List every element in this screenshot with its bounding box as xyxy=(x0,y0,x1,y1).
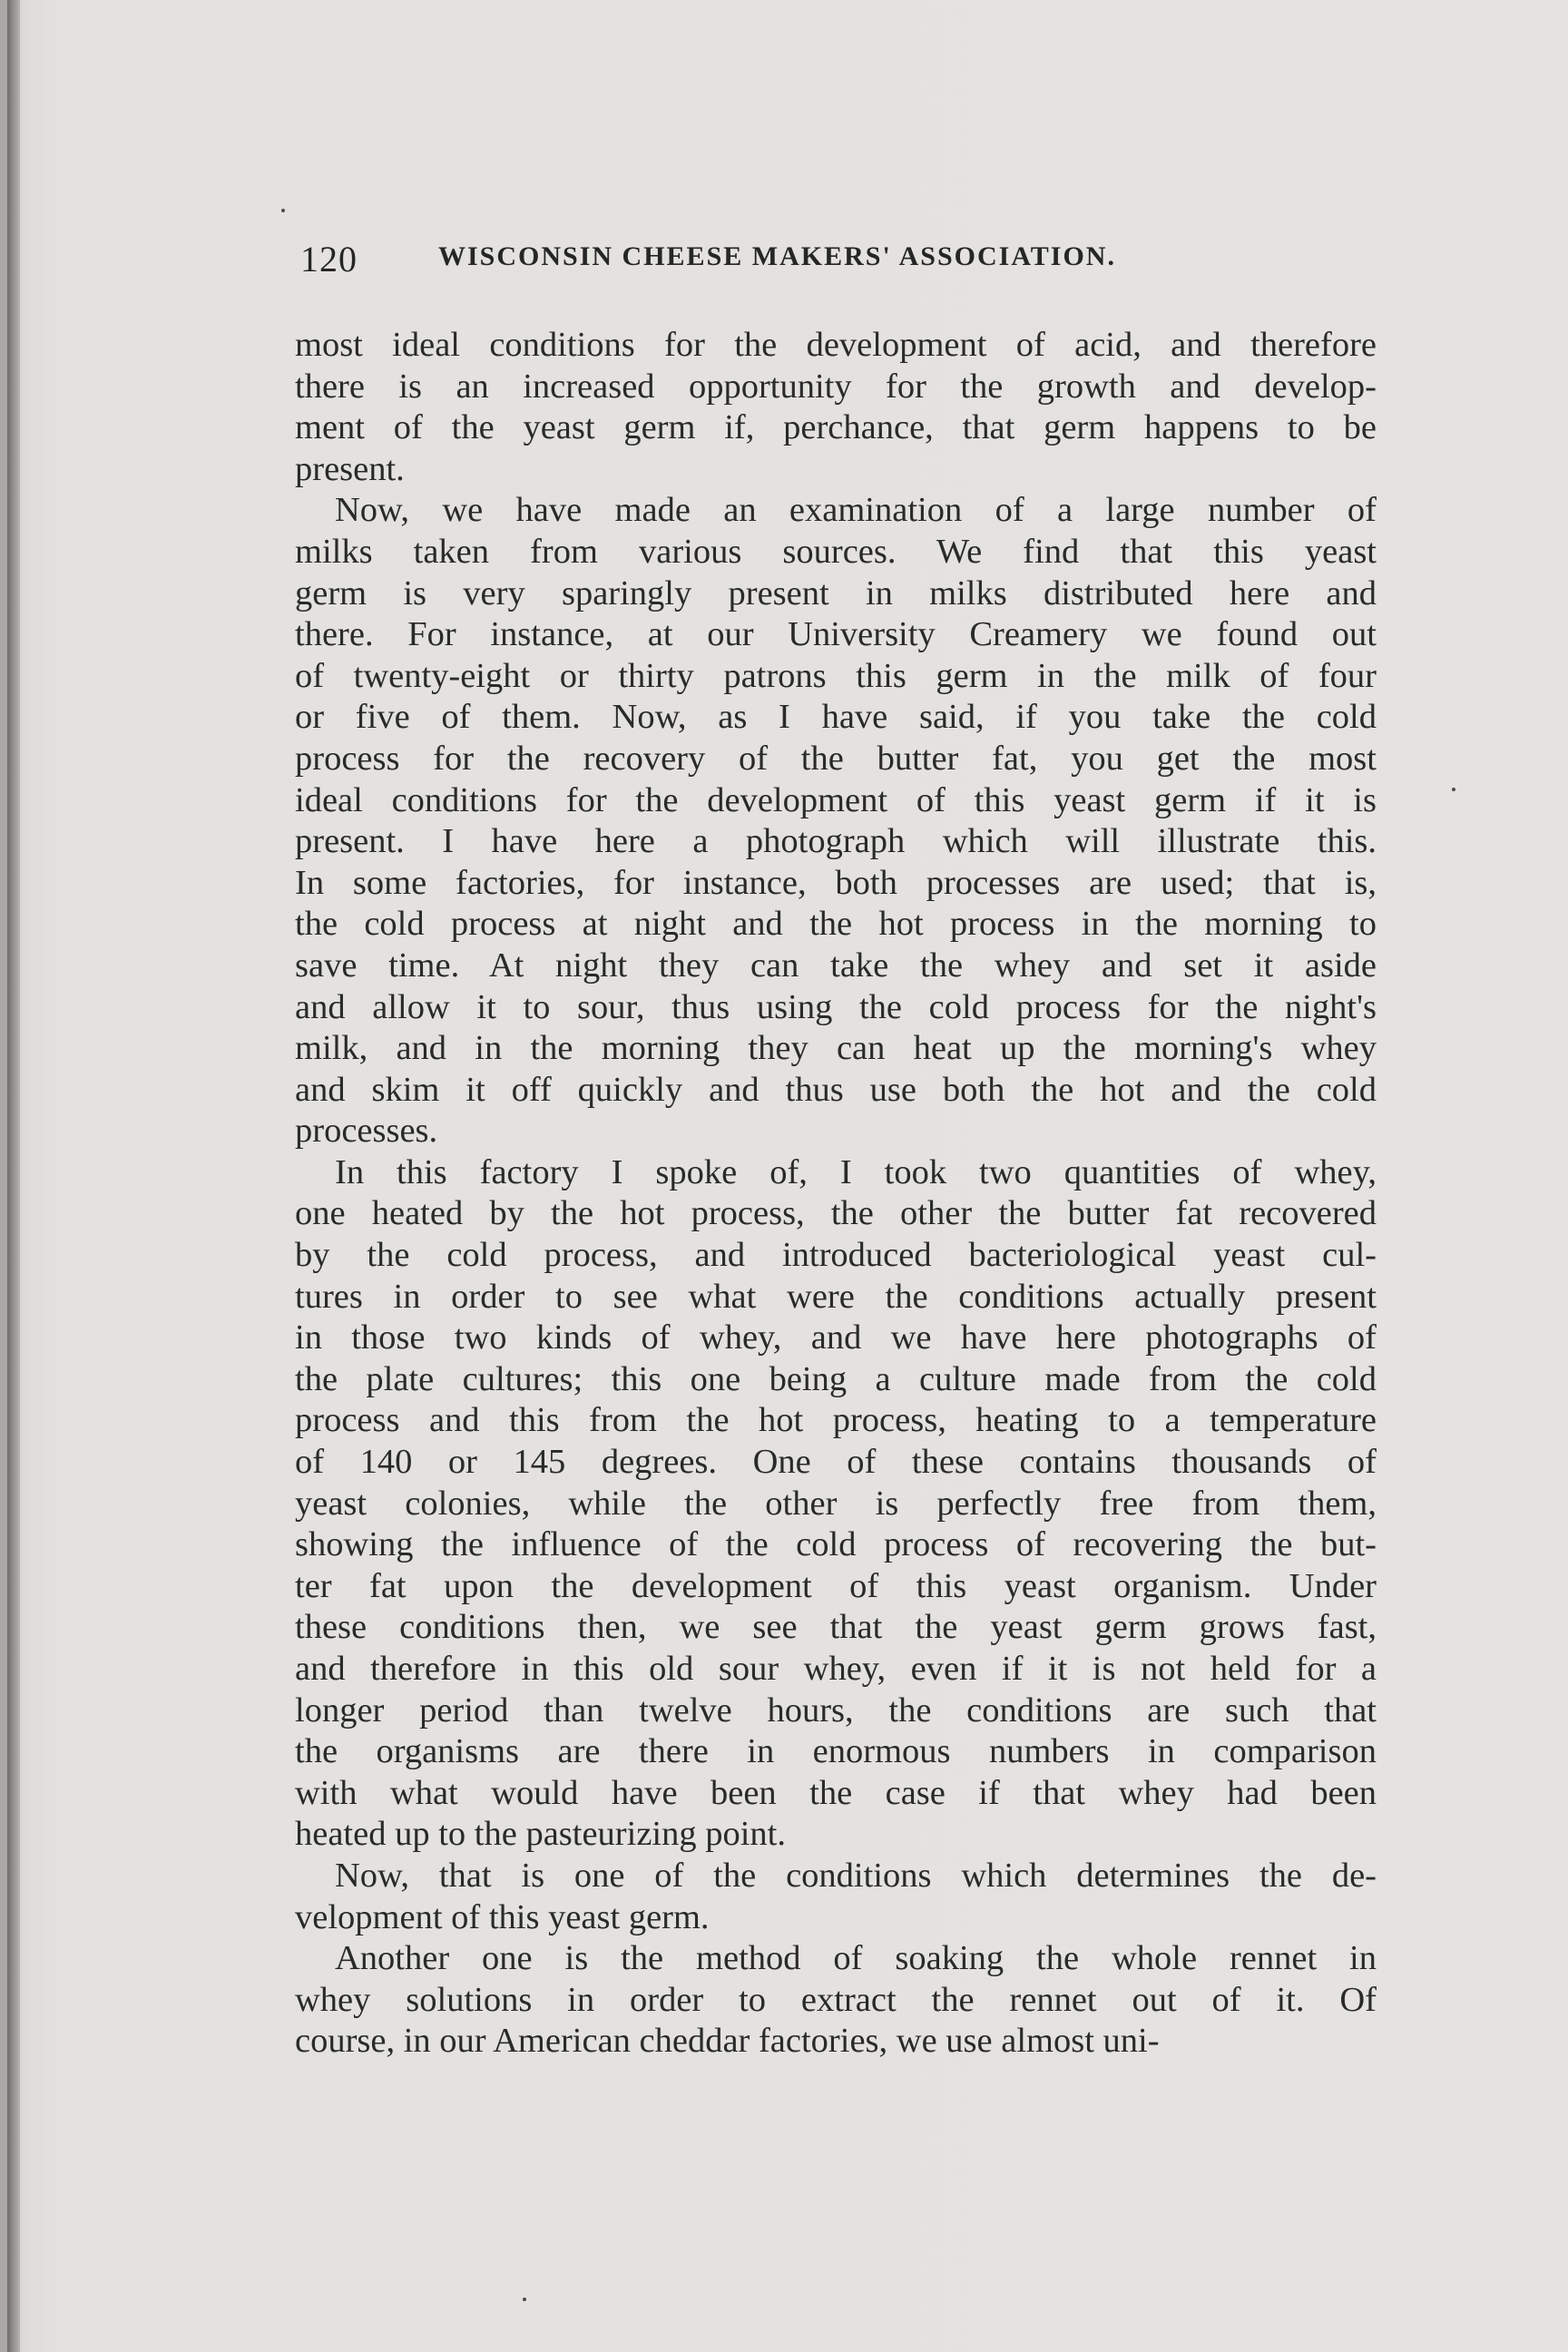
page-number: 120 xyxy=(300,239,358,279)
text-line: ment of the yeast germ if, perchance, that germ happens to be xyxy=(295,408,1377,447)
text-line: longer period than twelve hours, the conditions are such that xyxy=(295,1690,1377,1730)
text-line: of twenty-eight or thirty patrons this germ in the milk of four xyxy=(295,656,1377,695)
text-line: these conditions then, we see that the yeast germ grows fast, xyxy=(295,1608,1377,1647)
text-line: yeast colonies, while the other is perfectly free from them, xyxy=(295,1484,1377,1523)
text-line: tures in order to see what were the conditions actually present xyxy=(295,1277,1377,1316)
body-text xyxy=(295,325,1377,2063)
print-speck xyxy=(1452,788,1455,791)
text-line: most ideal conditions for the development of acid, and therefore xyxy=(295,326,1377,364)
paragraph xyxy=(295,1152,1377,1856)
text-line: Another one is the method of soaking the whole rennet in xyxy=(335,1939,1377,1978)
text-line: germ is very sparingly present in milks distributed here and xyxy=(295,573,1377,612)
text-line: heated up to the pasteurizing point. xyxy=(295,1815,786,1854)
print-speck xyxy=(523,2298,526,2301)
text-line: ter fat upon the development of this yeast organism. Under xyxy=(295,1566,1377,1605)
text-line: In some factories, for instance, both processes are used; that is, xyxy=(295,863,1377,902)
paragraph xyxy=(295,325,1377,490)
text-line: In this factory I spoke of, I took two quantities of whey, xyxy=(335,1152,1377,1191)
text-line: milk, and in the morning they can heat up the morning's whey xyxy=(295,1029,1377,1068)
running-head xyxy=(300,234,1380,289)
text-line: the organisms are there in enormous numbers in comparison xyxy=(295,1732,1377,1771)
binding-edge xyxy=(7,0,20,2352)
text-line: showing the influence of the cold process of recovering the but- xyxy=(295,1525,1377,1564)
text-line: the cold process at night and the hot process in the morning to xyxy=(295,905,1377,944)
text-line: save time. At night they can take the whey and set it aside xyxy=(295,946,1377,985)
text-line: ideal conditions for the development of this yeast germ if it is xyxy=(295,780,1377,819)
text-line: the plate cultures; this one being a culture made from the cold xyxy=(295,1359,1377,1398)
text-line: present. I have here a photograph which will illustrate this. xyxy=(295,822,1377,861)
text-line: with what would have been the case if that whey had been xyxy=(295,1773,1377,1812)
text-line: whey solutions in order to extract the rennet out of it. Of xyxy=(295,1980,1377,2019)
text-line: process and this from the hot process, heating to a temperature xyxy=(295,1401,1377,1440)
paragraph xyxy=(295,1856,1377,1938)
text-line: processes. xyxy=(295,1112,438,1151)
book-page xyxy=(7,0,1568,2352)
text-line: there. For instance, at our University Creamery we found out xyxy=(295,615,1377,654)
paragraph xyxy=(295,1938,1377,2063)
text-line: by the cold process, and introduced bacteriological yeast cul- xyxy=(295,1236,1377,1275)
print-speck xyxy=(281,209,285,212)
text-line: milks taken from various sources. We find that this yeast xyxy=(295,532,1377,571)
text-line: Now, we have made an examination of a large number of xyxy=(335,491,1377,530)
text-line: present. xyxy=(295,449,405,488)
text-line: Now, that is one of the conditions which determines the de- xyxy=(335,1856,1377,1895)
text-line: and allow it to sour, thus using the cold process for the night's xyxy=(295,987,1377,1026)
text-line: there is an increased opportunity for the growth and develop- xyxy=(295,367,1377,406)
paragraph xyxy=(295,490,1377,1152)
text-line: and therefore in this old sour whey, even if it is not held for a xyxy=(295,1650,1377,1688)
text-line: course, in our American cheddar factories, we use almost uni- xyxy=(295,2022,1160,2061)
text-line: velopment of this yeast germ. xyxy=(295,1897,710,1936)
text-line: one heated by the hot process, the other the butter fat recovered xyxy=(295,1194,1377,1233)
text-line: and skim it off quickly and thus use both the hot and the cold xyxy=(295,1070,1377,1109)
text-line: or five of them. Now, as I have said, if you take the cold xyxy=(295,698,1377,737)
journal-title: WISCONSIN CHEESE MAKERS' ASSOCIATION. xyxy=(438,241,1116,271)
text-line: process for the recovery of the butter fat, you get the most xyxy=(295,739,1377,778)
text-line: of 140 or 145 degrees. One of these contains thousands of xyxy=(295,1443,1377,1482)
text-line: in those two kinds of whey, and we have here photographs of xyxy=(295,1318,1377,1357)
